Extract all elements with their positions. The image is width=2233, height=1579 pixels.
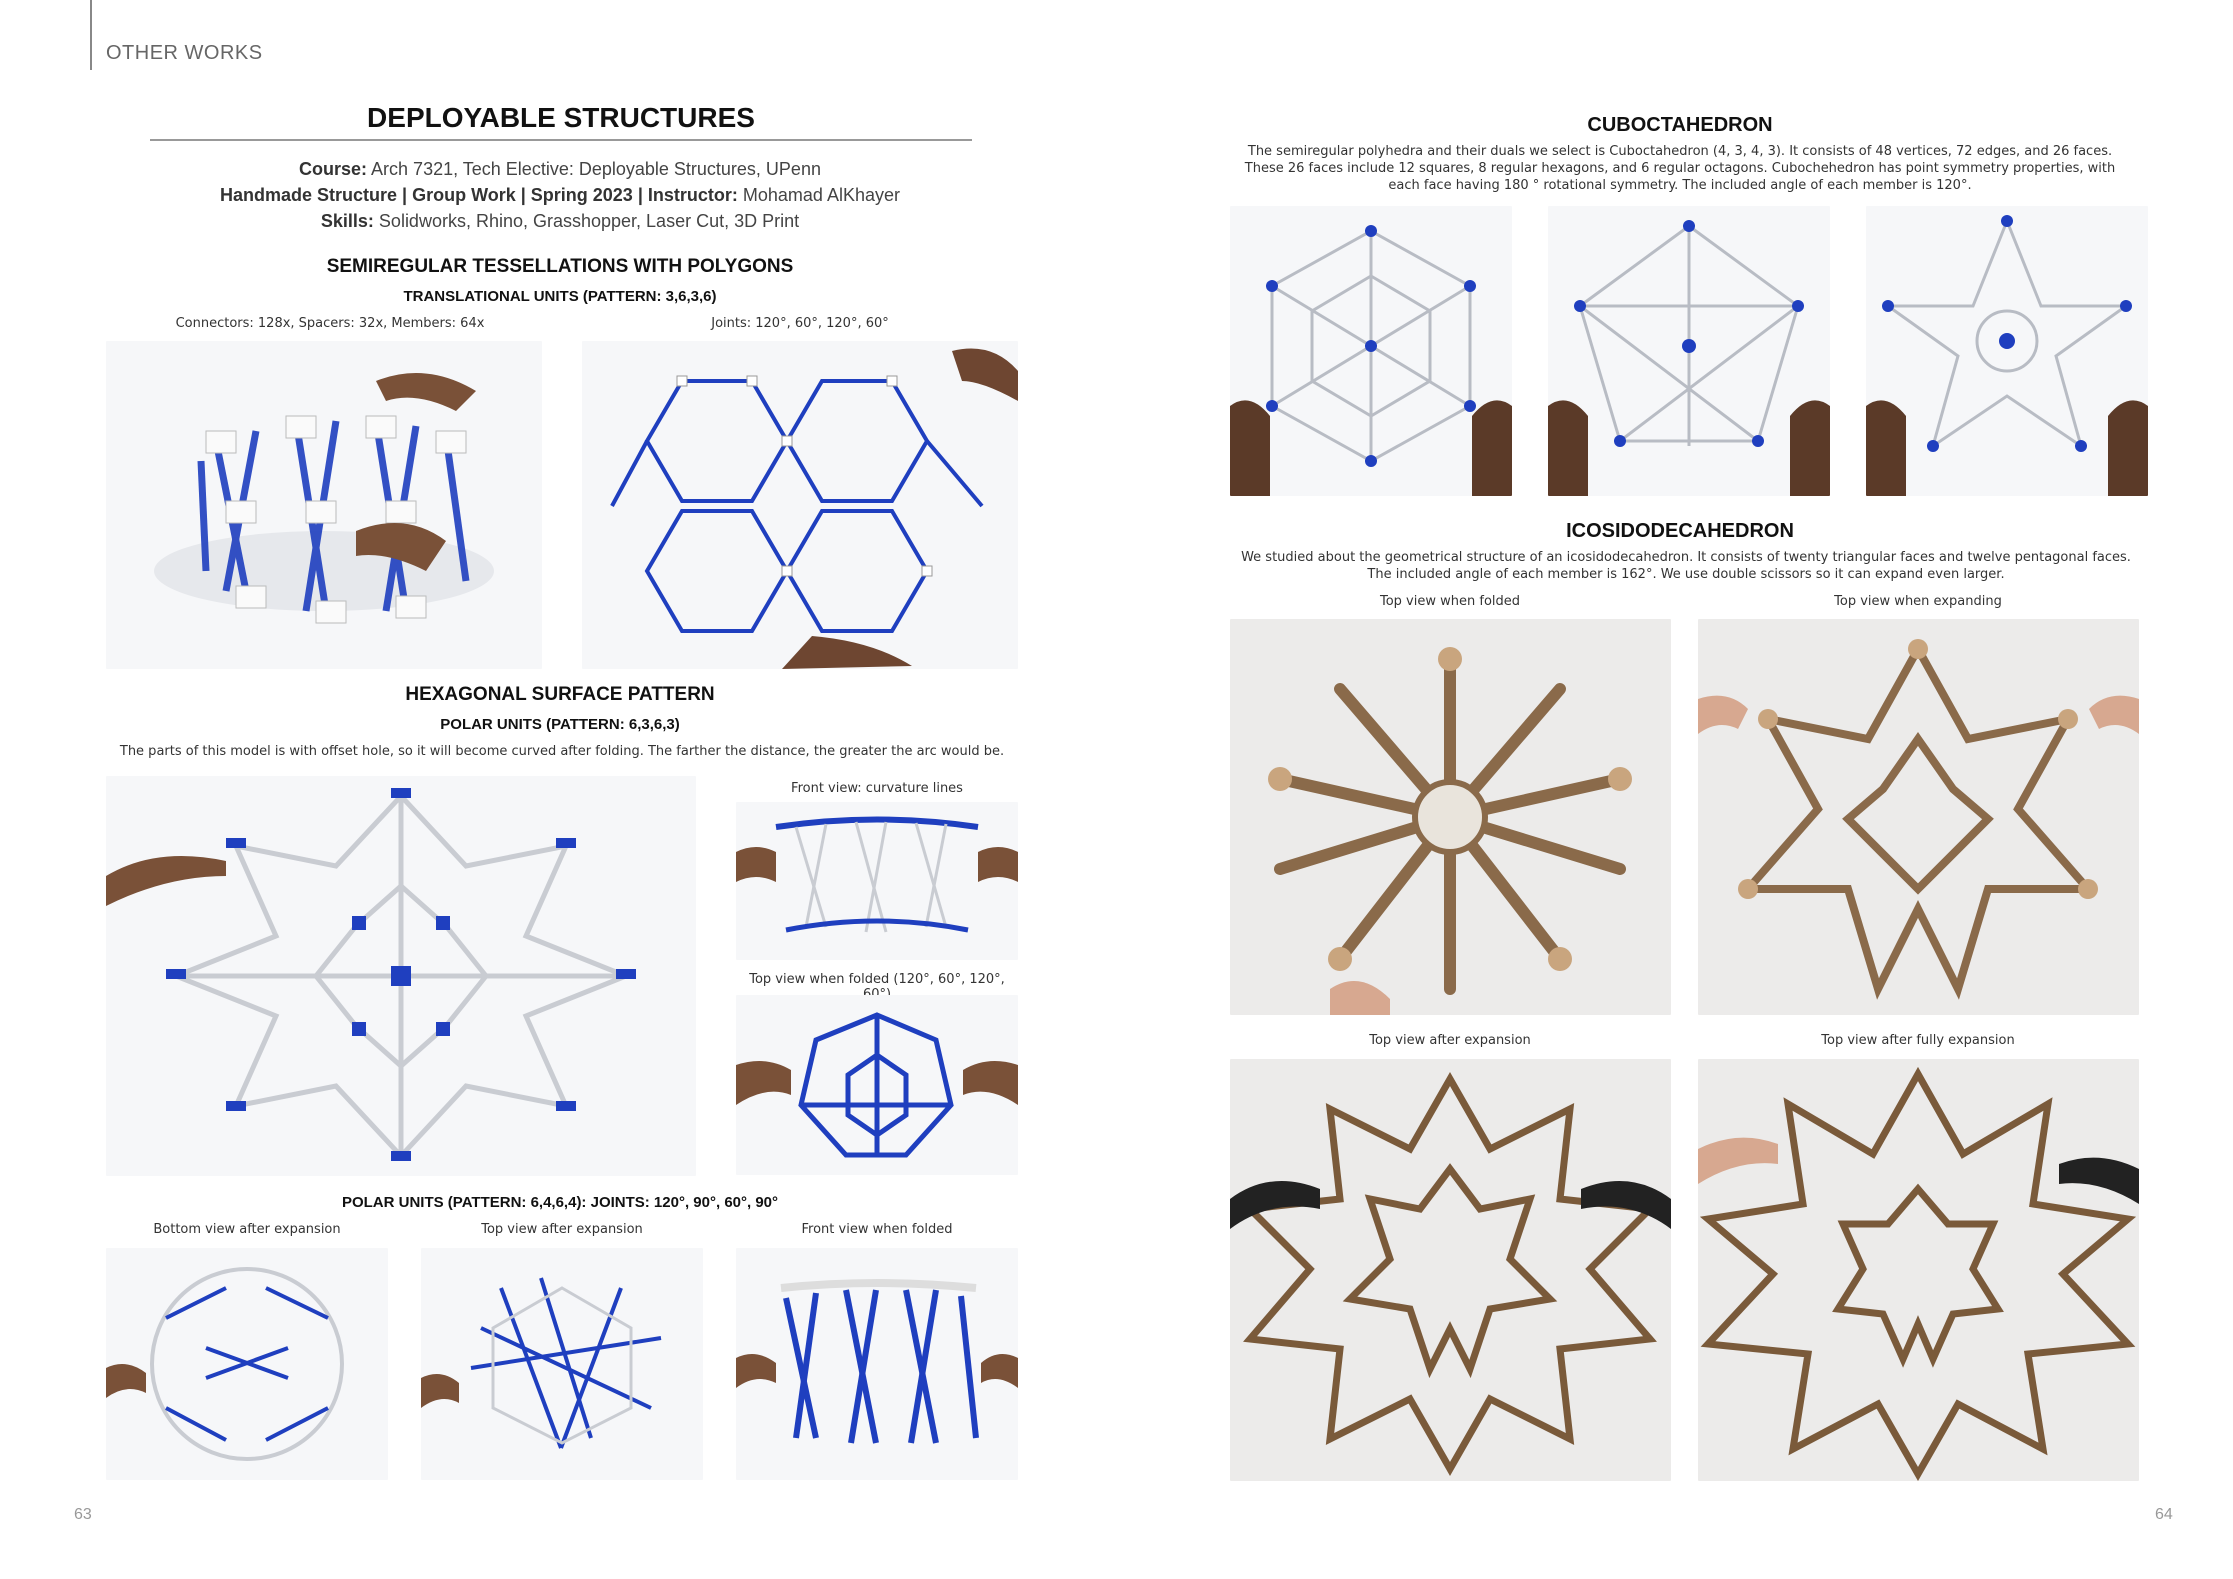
photo-hexagonal-folded-top <box>736 995 1018 1175</box>
project-line <box>120 182 1000 208</box>
skills-label: Skills: <box>320 211 374 231</box>
photo-caption: Front view when folded <box>801 1222 953 1237</box>
instructor-name: Mohamad AlKhayer <box>742 185 900 205</box>
course-label: Course: <box>299 159 368 179</box>
section-subtitle: POLAR UNITS (PATTERN: 6,4,6,4): JOINTS: 120°, 90°, 60°, 90° <box>341 1194 779 1211</box>
title-underline <box>150 139 972 141</box>
section-subtitle: POLAR UNITS (PATTERN: 6,3,6,3) <box>440 716 680 733</box>
skills-line <box>120 208 1000 234</box>
project-info: Handmade Structure | Group Work | Spring 2023 | Instructor: <box>220 185 738 205</box>
section-description: The parts of this model is with offset hole, so it will become curved after folding. The farther the distance, the greater the arc would be. <box>119 744 1005 759</box>
page-number: 64 <box>2155 1506 2173 1523</box>
photo-icosidodecahedron-fully-expanded <box>1698 1059 2139 1481</box>
photo-caption: Top view after fully expansion <box>1821 1033 2015 1048</box>
page-title: DEPLOYABLE STRUCTURES <box>367 102 755 133</box>
section-title: SEMIREGULAR TESSELLATIONS WITH POLYGONS <box>326 256 794 277</box>
photo-translational-perspective <box>106 341 542 669</box>
photo-caption: Top view after expansion <box>481 1222 643 1237</box>
section-label: OTHER WORKS <box>106 42 263 64</box>
photo-polar-front <box>736 1248 1018 1480</box>
photo-icosidodecahedron-folded <box>1230 619 1671 1015</box>
photo-cuboctahedron-3 <box>1866 206 2148 496</box>
section-subtitle: TRANSLATIONAL UNITS (PATTERN: 3,6,3,6) <box>403 288 717 305</box>
photo-caption: Bottom view after expansion <box>153 1222 341 1237</box>
photo-icosidodecahedron-expanded <box>1230 1059 1671 1481</box>
photo-hexagonal-front <box>736 802 1018 960</box>
photo-caption: Top view when folded <box>1379 594 1521 609</box>
photo-polar-bottom <box>106 1248 388 1480</box>
photo-polar-top <box>421 1248 703 1480</box>
section-title: CUBOCTAHEDRON <box>1587 114 1773 136</box>
photo-caption: Front view: curvature lines <box>791 781 963 796</box>
skills-value: Solidworks, Rhino, Grasshopper, Laser Cut, 3D Print <box>378 211 800 231</box>
photo-cuboctahedron-1 <box>1230 206 1512 496</box>
course-line <box>120 156 1000 182</box>
photo-hexagonal-expanded <box>106 776 696 1176</box>
section-description: The semiregular polyhedra and their duals we select is Cuboctahedron (4, 3, 4, 3). It consists of 48 vertices, 72 edges, and 26 faces. These 26 faces include 12 squares, 8 regular hexagons, and 6 regular octagons. Cubochehedron has point symmetry properties, with each face having 180 ° rotational symmetry. The included angle of each member is 120°. <box>1244 144 2116 193</box>
section-description: We studied about the geometrical structure of an icosidodecahedron. It consists of twenty triangular faces and twelve pentagonal faces. The included angle of each member is 162°. We use double scissors so it can expand even larger. <box>1241 550 2131 582</box>
page-number: 63 <box>74 1506 92 1523</box>
photo-caption: Top view when folded (120°, 60°, 120°, <box>749 972 1005 987</box>
photo-cuboctahedron-2 <box>1548 206 1830 496</box>
photo-caption: Top view when expanding <box>1834 594 2002 609</box>
section-title: HEXAGONAL SURFACE PATTERN <box>405 684 715 705</box>
section-divider <box>90 0 92 70</box>
section-title: ICOSIDODECAHEDRON <box>1566 520 1794 542</box>
photo-caption: Joints: 120°, 60°, 120°, 60° <box>711 316 889 331</box>
photo-icosidodecahedron-expanding <box>1698 619 2139 1015</box>
course-value: Arch 7321, Tech Elective: Deployable Structures, UPenn <box>371 159 821 179</box>
photo-caption: Top view after expansion <box>1369 1033 1531 1048</box>
photo-translational-top <box>582 341 1018 669</box>
photo-caption: Connectors: 128x, Spacers: 32x, Members: 64x <box>175 316 485 331</box>
